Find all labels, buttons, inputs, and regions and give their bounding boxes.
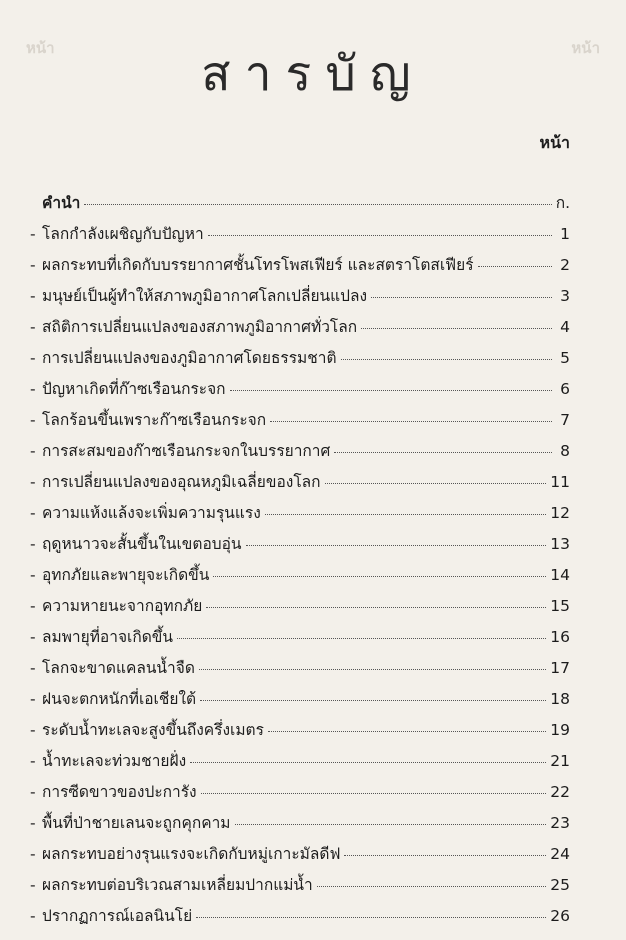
- toc-entry-label: การซีดขาวของปะการัง: [42, 783, 197, 801]
- toc-entry-page-number: 1: [560, 225, 570, 243]
- toc-dot-leader: [200, 700, 546, 701]
- toc-entry-page-number: 21: [550, 752, 570, 770]
- toc-entry-label: ความหายนะจากอุทกภัย: [42, 597, 203, 615]
- toc-entry: [30, 593, 570, 624]
- toc-entry-page-number: 8: [560, 442, 570, 460]
- toc-entry: [30, 655, 570, 686]
- toc-entry-label: น้ำทะเลจะท่วมชายฝั่ง: [42, 752, 187, 770]
- toc-entry-page-number: 19: [550, 721, 570, 739]
- toc-entry-label: คำนำ: [42, 194, 81, 212]
- toc-entry-label: ลมพายุที่อาจเกิดขึ้น: [42, 628, 173, 646]
- toc-entry-dash: -: [30, 597, 36, 615]
- toc-entry-label: โลกกำลังเผชิญกับปัญหา: [42, 225, 204, 243]
- toc-entry-dash: -: [30, 907, 36, 925]
- toc-entry-dash: -: [30, 349, 36, 367]
- toc-entry-label: ผลกระทบที่เกิดกับบรรยากาศชั้นโทรโพสเฟียร์ และสตราโตสเฟียร์: [42, 256, 474, 274]
- toc-entry-label: พื้นที่ป่าชายเลนจะถูกคุกคาม: [42, 814, 231, 832]
- toc-entry: [30, 562, 570, 593]
- toc-entry-dash: -: [30, 473, 36, 491]
- toc-entry-label: ฝนจะตกหนักที่เอเชียใต้: [42, 690, 197, 708]
- toc-entry-label: โลกร้อนขึ้นเพราะก๊าซเรือนกระจก: [42, 411, 267, 429]
- toc-entry-label: โลกจะขาดแคลนน้ำจืด: [42, 659, 195, 677]
- toc-entry: [30, 748, 570, 779]
- toc-dot-leader: [208, 235, 552, 236]
- toc-entry-label: การเปลี่ยนแปลงของภูมิอากาศโดยธรรมชาติ: [42, 349, 337, 367]
- toc-entry: [30, 872, 570, 903]
- toc-dot-leader: [334, 452, 552, 453]
- toc-entry: [30, 500, 570, 531]
- toc-dot-leader: [206, 607, 546, 608]
- toc-entry-dash: -: [30, 659, 36, 677]
- toc-entry-label: มนุษย์เป็นผู้ทำให้สภาพภูมิอากาศโลกเปลี่ยนแปลง: [42, 287, 368, 305]
- toc-entry-page-number: 2: [560, 256, 570, 274]
- toc-entry-page-number: 12: [550, 504, 570, 522]
- toc-entry: [30, 252, 570, 283]
- toc-entry-label: การสะสมของก๊าซเรือนกระจกในบรรยากาศ: [42, 442, 331, 460]
- toc-entry-page-number: 17: [550, 659, 570, 677]
- toc-dot-leader: [201, 793, 547, 794]
- toc-entry: [30, 717, 570, 748]
- toc-entry: [30, 779, 570, 810]
- toc-dot-leader: [478, 266, 552, 267]
- toc-entry: [30, 624, 570, 655]
- toc-dot-leader: [317, 886, 547, 887]
- toc-entry-page-number: 25: [550, 876, 570, 894]
- toc-dot-leader: [344, 855, 546, 856]
- bleed-through-text-left: หน้า: [26, 39, 55, 57]
- toc-entry-dash: -: [30, 752, 36, 770]
- toc-entry-page-number: 26: [550, 907, 570, 925]
- toc-dot-leader: [196, 917, 546, 918]
- toc-entry-label: ความแห้งแล้งจะเพิ่มความรุนแรง: [42, 504, 261, 522]
- toc-entry-dash: -: [30, 287, 36, 305]
- toc-entry-page-number: ก.: [555, 194, 570, 212]
- toc-dot-leader: [341, 359, 552, 360]
- toc-dot-leader: [190, 762, 546, 763]
- toc-entry-dash: -: [30, 442, 36, 460]
- toc-entry: [30, 438, 570, 469]
- toc-entry: [30, 190, 570, 221]
- toc-dot-leader: [246, 545, 547, 546]
- toc-entry-dash: -: [30, 876, 36, 894]
- toc-entry: [30, 469, 570, 500]
- toc-entry-dash: -: [30, 566, 36, 584]
- toc-dot-leader: [213, 576, 546, 577]
- toc-entry-page-number: 14: [550, 566, 570, 584]
- toc-entry-page-number: 22: [550, 783, 570, 801]
- toc-entry-dash: -: [30, 845, 36, 863]
- toc-dot-leader: [371, 297, 552, 298]
- toc-entry: [30, 376, 570, 407]
- page-title: สารบัญ: [201, 46, 425, 102]
- page-column-header: หน้า: [539, 133, 570, 152]
- toc-entry: [30, 810, 570, 841]
- toc-entry-page-number: 4: [560, 318, 570, 336]
- toc-dot-leader: [177, 638, 546, 639]
- toc-entry-label: ผลกระทบอย่างรุนแรงจะเกิดกับหมู่เกาะมัลดีฟ: [42, 845, 341, 863]
- toc-entry-dash: -: [30, 380, 36, 398]
- toc-entry-dash: -: [30, 225, 36, 243]
- toc-entry-label: การเปลี่ยนแปลงของอุณหภูมิเฉลี่ยของโลก: [42, 473, 321, 491]
- toc-entry: [30, 345, 570, 376]
- toc-entry-dash: -: [30, 318, 36, 336]
- toc-entry: [30, 531, 570, 562]
- toc-entry-label: ฤดูหนาวจะสั้นขึ้นในเขตอบอุ่น: [42, 535, 242, 553]
- toc-entry-page-number: 18: [550, 690, 570, 708]
- table-of-contents: [30, 190, 570, 934]
- toc-dot-leader: [199, 669, 546, 670]
- toc-entry-label: อุทกภัยและพายุจะเกิดขึ้น: [42, 566, 210, 584]
- toc-entry-dash: -: [30, 256, 36, 274]
- toc-dot-leader: [235, 824, 547, 825]
- toc-entry: [30, 903, 570, 934]
- bleed-through-text-right: หน้า: [571, 39, 600, 57]
- toc-dot-leader: [361, 328, 552, 329]
- toc-entry-dash: -: [30, 535, 36, 553]
- toc-entry: [30, 221, 570, 252]
- toc-dot-leader: [268, 731, 546, 732]
- toc-entry-dash: -: [30, 411, 36, 429]
- toc-dot-leader: [325, 483, 547, 484]
- toc-entry-label: สถิติการเปลี่ยนแปลงของสภาพภูมิอากาศทั่วโลก: [42, 318, 358, 336]
- toc-entry-page-number: 6: [560, 380, 570, 398]
- toc-entry: [30, 407, 570, 438]
- toc-entry: [30, 314, 570, 345]
- toc-entry-dash: -: [30, 721, 36, 739]
- toc-entry-page-number: 11: [550, 473, 570, 491]
- toc-entry-dash: -: [30, 814, 36, 832]
- toc-entry-page-number: 3: [560, 287, 570, 305]
- toc-entry-label: ผลกระทบต่อบริเวณสามเหลี่ยมปากแม่น้ำ: [42, 876, 313, 894]
- toc-entry: [30, 283, 570, 314]
- toc-entry: [30, 841, 570, 872]
- toc-entry-label: ปรากฏการณ์เอลนินโย่: [42, 907, 193, 925]
- toc-dot-leader: [265, 514, 547, 515]
- toc-entry-page-number: 7: [560, 411, 570, 429]
- toc-entry-page-number: 15: [550, 597, 570, 615]
- toc-entry-label: ระดับน้ำทะเลจะสูงขึ้นถึงครึ่งเมตร: [42, 721, 264, 739]
- toc-entry: [30, 686, 570, 717]
- toc-entry-dash: -: [30, 783, 36, 801]
- toc-entry-page-number: 23: [550, 814, 570, 832]
- toc-dot-leader: [84, 204, 551, 205]
- toc-dot-leader: [230, 390, 552, 391]
- toc-entry-page-number: 16: [550, 628, 570, 646]
- toc-entry-page-number: 5: [560, 349, 570, 367]
- toc-entry-page-number: 24: [550, 845, 570, 863]
- toc-entry-dash: -: [30, 628, 36, 646]
- toc-entry-page-number: 13: [550, 535, 570, 553]
- toc-dot-leader: [270, 421, 552, 422]
- toc-entry-label: ปัญหาเกิดที่ก๊าซเรือนกระจก: [42, 380, 226, 398]
- toc-entry-dash: -: [30, 504, 36, 522]
- toc-entry-dash: -: [30, 690, 36, 708]
